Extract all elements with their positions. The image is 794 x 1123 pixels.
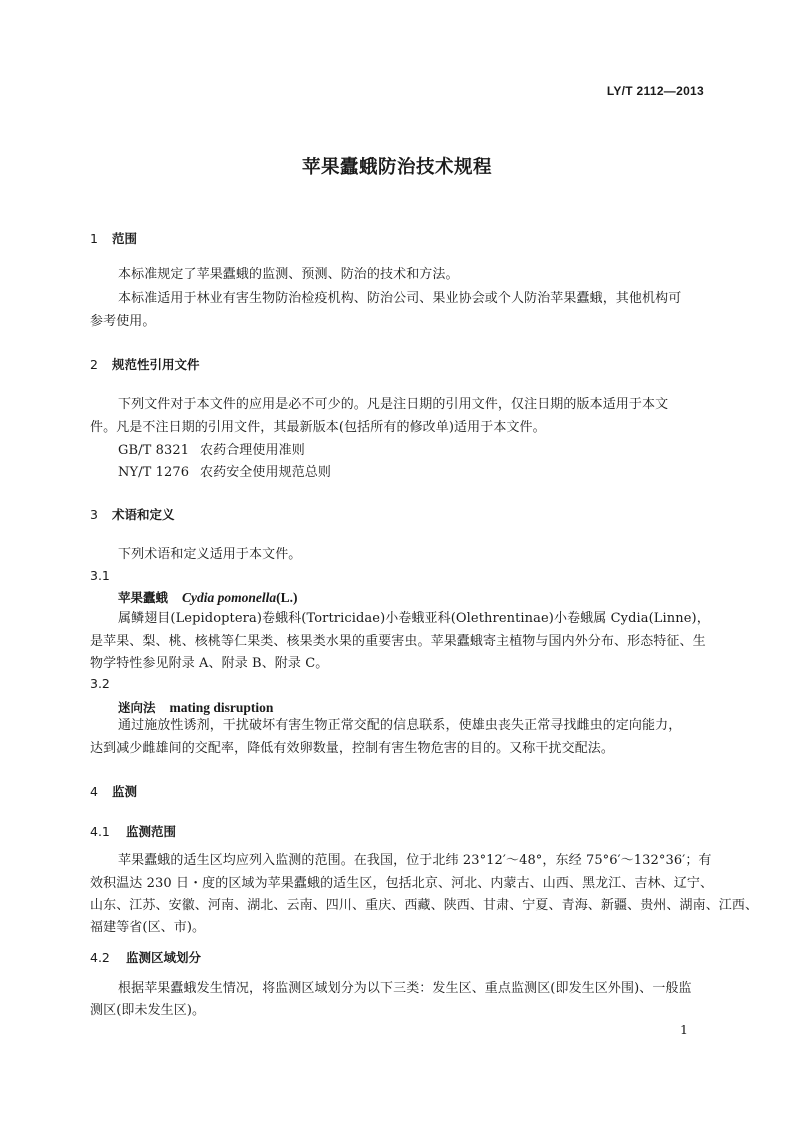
term-author: (L.) xyxy=(276,590,298,605)
definition-line: 属鳞翅目(Lepidoptera)卷蛾科(Tortricidae)小卷蛾亚科(Olethrentinae)小卷蛾属 Cydia(Linne)， xyxy=(118,611,710,626)
section-3-heading xyxy=(90,505,175,523)
section-2-heading xyxy=(90,355,200,373)
section-title: 规范性引用文件 xyxy=(112,357,200,372)
reference-code: NY/T 1276 xyxy=(118,465,190,480)
term-number: 3.1 xyxy=(90,568,110,583)
paragraph: 苹果蠹蛾的适生区均应列入监测的范围。在我国，位于北纬 23°12′～48°，东经 75°6′～132°36′；有 xyxy=(118,853,712,868)
section-number: 3 xyxy=(90,507,98,522)
paragraph-continuation: 测区(即未发生区)。 xyxy=(90,1003,206,1018)
definition-line: 是苹果、梨、桃、核桃等仁果类、核果类水果的重要害虫。苹果蠹蛾寄主植物与国内外分布、形态特征、生 xyxy=(90,634,706,649)
section-number: 4 xyxy=(90,784,98,799)
section-title: 范围 xyxy=(112,231,138,246)
subsection-4-1-heading xyxy=(90,822,176,840)
term-entry xyxy=(118,697,273,716)
subsection-title: 监测范围 xyxy=(126,824,177,839)
reference-name: 农药合理使用准则 xyxy=(200,443,305,458)
paragraph-continuation: 福建等省(区、市)。 xyxy=(90,920,206,935)
paragraph: 根据苹果蠹蛾发生情况，将监测区域划分为以下三类：发生区、重点监测区(即发生区外围)、一般监 xyxy=(118,981,692,996)
standard-code: LY/T 2112—2013 xyxy=(606,84,704,98)
term-latin: Cydia pomonella xyxy=(182,590,277,605)
subsection-number: 4.1 xyxy=(90,824,110,839)
term-entry xyxy=(118,587,298,606)
paragraph: 本标准规定了苹果蠹蛾的监测、预测、防治的技术和方法。 xyxy=(118,267,459,282)
definition-line: 物学特性参见附录 A、附录 B、附录 C。 xyxy=(90,656,329,671)
reference-item xyxy=(118,440,305,461)
term-number: 3.2 xyxy=(90,676,110,691)
definition-line: 通过施放性诱剂，干扰破坏有害生物正常交配的信息联系，使雄虫丧失正常寻找雌虫的定向能力， xyxy=(118,718,682,733)
subsection-title: 监测区域划分 xyxy=(126,950,202,965)
section-number: 2 xyxy=(90,357,98,372)
term-english: mating disruption xyxy=(169,700,274,715)
section-title: 监测 xyxy=(112,784,138,799)
section-title: 术语和定义 xyxy=(112,507,175,522)
paragraph: 下列术语和定义适用于本文件。 xyxy=(118,547,302,562)
document-title: 苹果蠹蛾防治技术规程 xyxy=(301,157,492,178)
paragraph-continuation: 件。凡是不注日期的引用文件，其最新版本(包括所有的修改单)适用于本文件。 xyxy=(90,420,546,435)
reference-code: GB/T 8321 xyxy=(118,443,190,458)
section-4-heading xyxy=(90,782,137,800)
term-chinese: 苹果蠹蛾 xyxy=(118,590,169,605)
paragraph-continuation: 山东、江苏、安徽、河南、湖北、云南、四川、重庆、西藏、陕西、甘肃、宁夏、青海、新疆、贵州、湖南、江西、 xyxy=(90,898,759,913)
subsection-number: 4.2 xyxy=(90,950,110,965)
paragraph-continuation: 效积温达 230 日・度的区域为苹果蠹蛾的适生区，包括北京、河北、内蒙古、山西、黑龙江、吉林、辽宁、 xyxy=(90,876,714,891)
subsection-4-2-heading xyxy=(90,948,201,966)
paragraph: 下列文件对于本文件的应用是必不可少的。凡是注日期的引用文件，仅注日期的版本适用于本文 xyxy=(118,397,669,412)
section-number: 1 xyxy=(90,231,98,246)
reference-item xyxy=(118,462,331,483)
reference-name: 农药安全使用规范总则 xyxy=(200,465,332,480)
paragraph: 本标准适用于林业有害生物防治检疫机构、防治公司、果业协会或个人防治苹果蠹蛾，其他机构可 xyxy=(118,291,682,306)
page-number: 1 xyxy=(680,1022,688,1037)
paragraph-continuation: 参考使用。 xyxy=(90,314,156,329)
definition-line: 达到减少雌雄间的交配率，降低有效卵数量，控制有害生物危害的目的。又称干扰交配法。 xyxy=(90,741,615,756)
section-1-heading xyxy=(90,229,137,247)
term-chinese: 迷向法 xyxy=(118,700,156,715)
